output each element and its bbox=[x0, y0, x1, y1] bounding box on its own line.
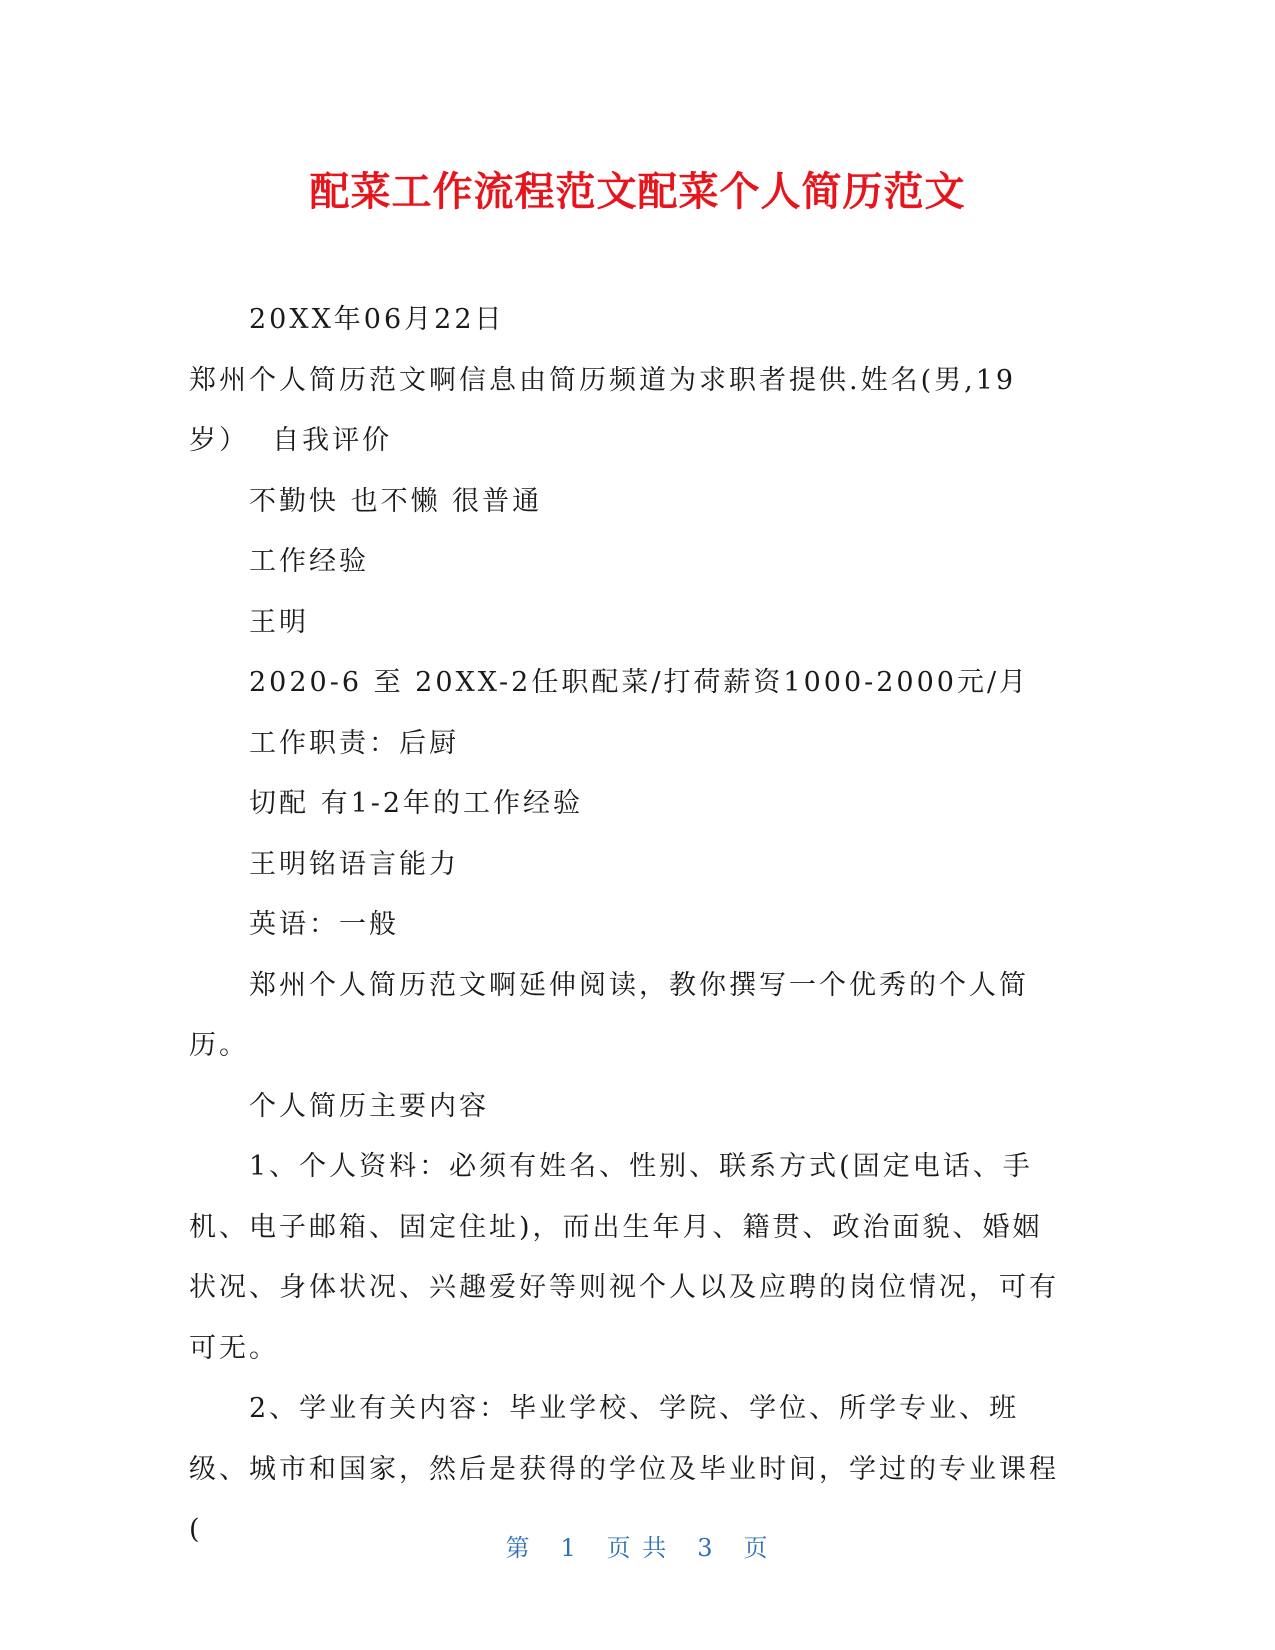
footer-current-page: 1 bbox=[560, 1534, 578, 1562]
footer-prefix: 第 bbox=[505, 1534, 532, 1562]
academic-info-paragraph: 2、学业有关内容：毕业学校、学院、学位、所学专业、班级、城市和国家，然后是获得的学位及毕业时间，学过的专业课程( bbox=[189, 1393, 1059, 1545]
english-level-paragraph: 英语：一般 bbox=[249, 909, 399, 940]
job-period-paragraph: 2020-6 至 20XX-2任职配菜/打荷薪资1000-2000元/月 bbox=[249, 667, 1030, 698]
resume-content-heading: 个人简历主要内容 bbox=[249, 1090, 489, 1122]
duties-paragraph: 工作职责：后厨 bbox=[249, 727, 459, 759]
self-evaluation-paragraph: 不勤快 也不懒 很普通 bbox=[249, 485, 543, 517]
intro-paragraph: 郑州个人简历范文啊信息由简历频道为求职者提供.姓名(男,19岁） 自我评价 bbox=[189, 364, 1017, 456]
document-body bbox=[189, 290, 1069, 1561]
name-paragraph: 王明 bbox=[249, 606, 309, 638]
extended-reading-paragraph: 郑州个人简历范文啊延伸阅读，教你撰写一个优秀的个人简历。 bbox=[189, 969, 1029, 1061]
footer-suffix: 页 bbox=[743, 1534, 770, 1562]
footer-middle: 页 共 bbox=[606, 1534, 669, 1562]
experience-years-paragraph: 切配 有1-2年的工作经验 bbox=[249, 788, 584, 819]
document-title: 配菜工作流程范文配菜个人简历范文 bbox=[309, 169, 966, 215]
page-footer bbox=[0, 1530, 1275, 1566]
footer-total-pages: 3 bbox=[697, 1534, 715, 1562]
date-paragraph: 20XX年06月22日 bbox=[249, 304, 505, 335]
language-ability-heading: 王明铭语言能力 bbox=[249, 848, 459, 880]
work-experience-heading: 工作经验 bbox=[249, 546, 369, 577]
personal-info-paragraph: 1、个人资料：必须有姓名、性别、联系方式(固定电话、手机、电子邮箱、固定住址)，而出生年月、籍贯、政治面貌、婚姻状况、身体状况、兴趣爱好等则视个人以及应聘的岗位情况，可有可无。 bbox=[189, 1151, 1059, 1364]
